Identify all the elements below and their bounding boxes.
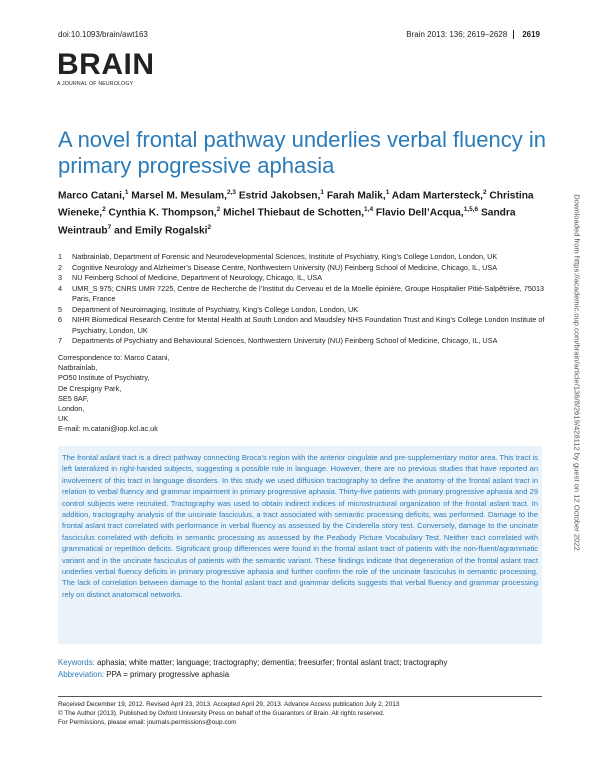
author-name: Marsel M. Mesulam, <box>128 190 227 202</box>
correspondence-line: London, <box>58 404 85 414</box>
article-title: A novel frontal pathway underlies verbal fluency in primary progressive aphasia <box>58 127 546 178</box>
footer-divider <box>58 696 542 697</box>
received-dates: Received December 19, 2012. Revised April 23, 2013. Accepted April 29, 2013. Advance Access publication July 2, 2013 <box>58 701 400 708</box>
affiliation-item <box>58 284 553 305</box>
affiliation-text: UMR_S 975; CNRS UMR 7225, Centre de Recherche de l’Institut du Cerveau et de la Moelle épinière, Groupe Hospitalier Pitié-Salpêtrière, 75013 Paris, France <box>72 283 545 303</box>
abbreviation-line <box>58 669 448 681</box>
keywords-block <box>58 657 448 680</box>
logo-subtitle: A JOURNAL OF NEUROLOGY <box>57 81 134 87</box>
affiliations-list <box>58 252 553 347</box>
affiliation-number: 2 <box>58 262 63 272</box>
author-affiliation-marker: 1 <box>320 189 324 196</box>
affiliation-item <box>58 305 553 316</box>
author-affiliation-marker: 1 <box>124 189 129 196</box>
affiliation-text: NIHR Biomedical Research Centre for Mental Health at South London and Maudsley NHS Foundation Trust and King’s College London Institute of Psychiatry, London, UK <box>72 315 545 335</box>
affiliation-text: Department of Neuroimaging, Institute of Psychiatry, King’s College London, London, UK <box>72 304 359 314</box>
affiliation-number: 1 <box>58 252 63 261</box>
affiliation-text: Departments of Psychiatry and Behavioural Sciences, Northwestern University (NU) Feinberg School of Medicine, Chicago, IL, USA <box>72 336 498 345</box>
correspondence-line: De Crespigny Park, <box>58 383 122 393</box>
keywords-line <box>58 657 448 669</box>
abbreviation-label: Abbreviation: <box>58 669 105 679</box>
affiliation-number: 7 <box>58 336 63 345</box>
affiliation-item <box>58 273 553 284</box>
correspondence-line[interactable]: E-mail: m.catani@iop.kcl.ac.uk <box>58 424 158 434</box>
doi-text: doi:10.1093/brain/awt163 <box>58 30 148 39</box>
author-name: Flavio Dell’Acqua, <box>373 207 464 219</box>
affiliation-item <box>58 263 553 274</box>
correspondence-line: Natbrainlab, <box>58 363 98 373</box>
correspondence-line: Correspondence to: Marco Catani, <box>58 353 170 362</box>
download-watermark <box>570 160 584 590</box>
permissions-line: For Permissions, please email: journals.permissions@oup.com <box>58 719 237 726</box>
affiliation-item <box>58 252 553 263</box>
affiliation-item <box>58 315 553 336</box>
author-name: Sandra Weintraub <box>58 207 516 237</box>
correspondence-line: UK <box>58 414 69 424</box>
author-name: Adam Martersteck, <box>389 190 483 202</box>
author-name: Farah Malik, <box>324 190 386 202</box>
keywords-text: aphasia; white matter; language; tractography; dementia; freesurfer; frontal aslant tract; tractography <box>97 658 448 667</box>
citation-text <box>406 30 540 39</box>
abstract-text: The frontal aslant tract is a direct pathway connecting Broca’s region with the anterior cingulate and pre-supplementary motor area. This tract is left lateralized in right-handed subjects, suggesting a possible role in language. However, there are no previous studies that have reported an involvement of this tract in language disorders. In this study we used diffusion tractography to define the anatomy of the frontal aslant tract in relation to verbal fluency and grammar impairment in primary progressive aphasia. Thirty-five patients with primary progressive aphasia and 29 control subjects were recruited. Tractography was used to obtain indirect indices of microstructural organization of the frontal aslant tract. In addition, tractography analysis of the uncinate fasciculus, a tract associated with semantic processing deficits, was performed. Damage to the frontal aslant tract correlated with performance in verbal fluency as assessed by the Cinderella story test. Conversely, damage to the uncinate fasciculus correlated with deficits in semantic processing as assessed by the Peabody Picture Vocabulary Test. Neither tract correlated with grammatical or repetition deficits. Significant group differences were found in the frontal aslant tract of patients with the non-fluent/agrammatic variant and in the uncinate fasciculus of patients with the semantic variant. These findings indicate that degeneration of the frontal aslant tract underlies verbal fluency deficits in primary progressive aphasia and further confirm the role of the uncinate fasciculus in semantic processing. The lack of correlation between damage to the frontal aslant tract and grammar deficits suggests that verbal fluency and grammar processing rely on distinct anatomical networks. <box>62 453 538 599</box>
footer-notes <box>58 700 542 727</box>
author-affiliation-marker: 7 <box>107 223 112 231</box>
author-affiliation-marker: 2 <box>102 206 106 214</box>
author-affiliation-marker: 1,4 <box>364 206 374 214</box>
correspondence-block <box>58 353 170 435</box>
author-name: Michel Thiebaut de Schotten, <box>220 207 365 219</box>
author-affiliation-marker: 1 <box>385 189 390 196</box>
affiliation-number: 5 <box>58 304 63 314</box>
author-affiliation-marker: 2 <box>216 206 221 214</box>
affiliation-item <box>58 336 553 347</box>
affiliation-number: 3 <box>58 273 63 282</box>
abbreviation-text: PPA = primary progressive aphasia <box>106 669 230 679</box>
author-name: Christina Wieneke, <box>58 190 534 219</box>
journal-logo <box>57 50 155 87</box>
author-name: Estrid Jakobsen, <box>236 190 321 202</box>
correspondence-line: SE5 8AF, <box>58 393 89 403</box>
page-number: 2619 <box>513 30 540 39</box>
keywords-label: Keywords: <box>58 658 95 667</box>
affiliation-number: 6 <box>58 315 63 324</box>
author-list <box>58 186 558 238</box>
journal-citation: Brain 2013: 136; 2619–2628 <box>406 30 508 39</box>
download-watermark-text: Downloaded from https://academic.oup.com/brain/article/136/8/2619/428112 by guest on 12 October 2022 <box>572 194 582 551</box>
affiliation-text: NU Feinberg School of Medicine, Department of Neurology, Chicago, IL, USA <box>72 273 323 282</box>
author-affiliation-marker: 2 <box>482 189 487 196</box>
affiliation-number: 4 <box>58 283 63 293</box>
author-affiliation-marker: 2 <box>207 223 212 231</box>
affiliation-text: Natbrainlab, Department of Forensic and Neurodevelopmental Sciences, Institute of Psychiatry, King’s College London, London, UK <box>72 252 498 261</box>
affiliation-text: Cognitive Neurology and Alzheimer’s Disease Centre, Northwestern University (NU) Feinberg School of Medicine, Chicago, IL, USA <box>72 262 498 272</box>
copyright-line: © The Author (2013). Published by Oxford University Press on behalf of the Guarantors of Brain. All rights reserved. <box>58 710 385 717</box>
author-name: and Emily Rogalski <box>111 225 208 237</box>
logo-wordmark: BRAIN <box>57 48 155 81</box>
author-affiliation-marker: 1,5,6 <box>463 206 479 214</box>
author-affiliation-marker: 2,3 <box>226 189 236 196</box>
author-name: Marco Catani, <box>58 190 125 202</box>
abstract-box <box>58 446 542 644</box>
author-name: Cynthia K. Thompson, <box>105 207 217 219</box>
correspondence-line: PO50 Institute of Psychiatry, <box>58 373 150 383</box>
